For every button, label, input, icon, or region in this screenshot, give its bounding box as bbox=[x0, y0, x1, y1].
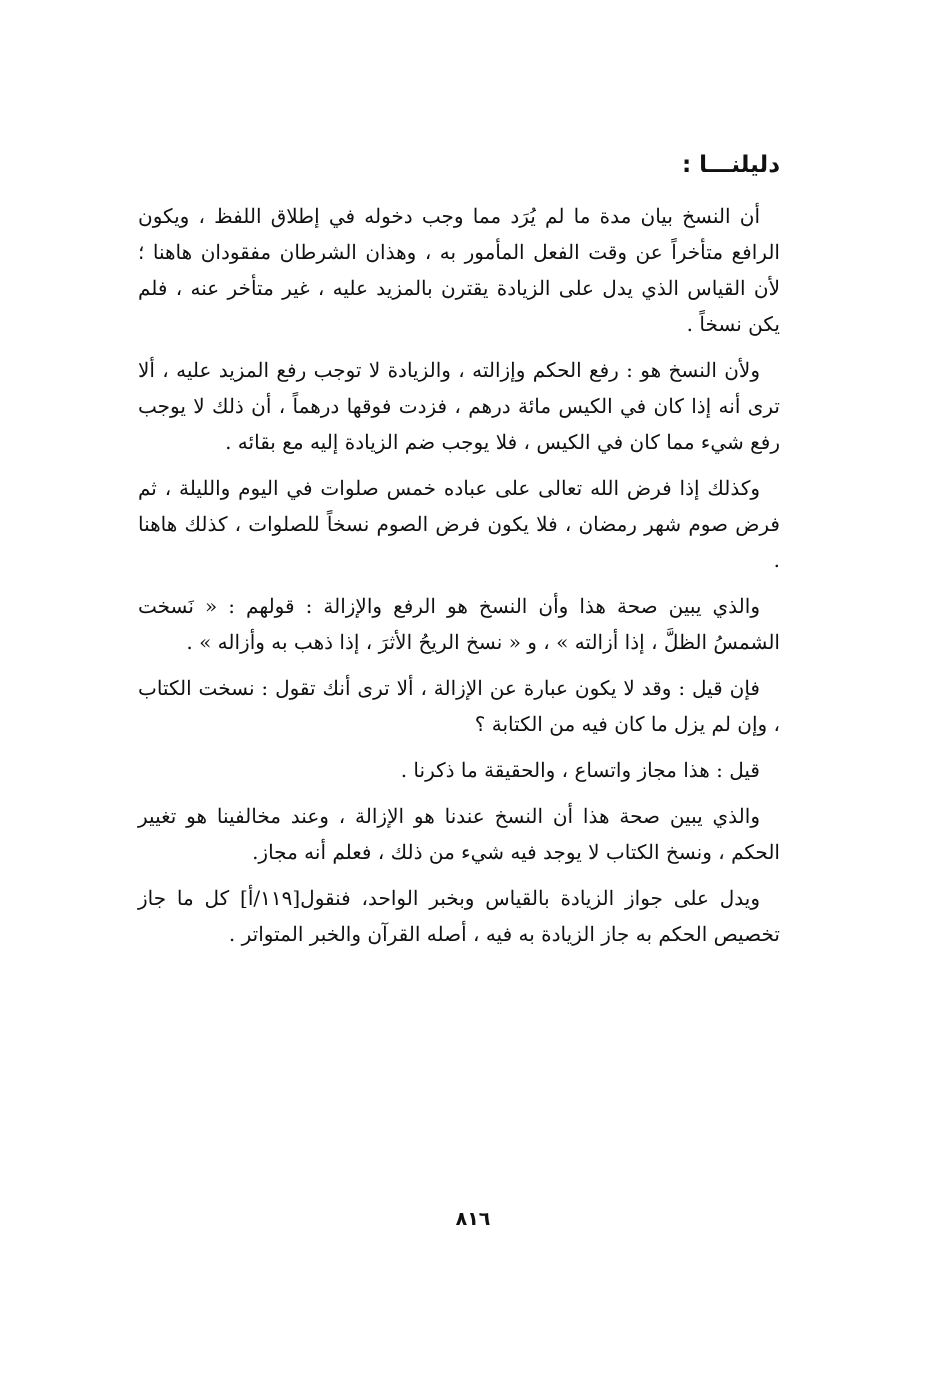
paragraph-5: فإن قيل : وقد لا يكون عبارة عن الإزالة ، ألا ترى أنك تقول : نسخت الكتاب ، وإن لم يزل ما كان فيه من الكتابة ؟ bbox=[138, 676, 780, 736]
paragraph-2: ولأن النسخ هو : رفع الحكم وإزالته ، والزيادة لا توجب رفع المزيد عليه ، ألا ترى أنه إذا كان في الكيس مائة درهم ، فزدت فوقها درهماً ، أن ذلك لا يوجب رفع شيء مما كان في الكيس ، فلا يوجب ضم الزيادة إليه مع بقائه . bbox=[138, 358, 780, 454]
paragraph-7: والذي يبين صحة هذا أن النسخ عندنا هو الإزالة ، وعند مخالفينا هو تغيير الحكم ، ونسخ الكتاب لا يوجد فيه شيء من ذلك ، فعلم أنه مجاز. bbox=[138, 804, 780, 864]
section-heading: دليلنـــا : bbox=[681, 152, 780, 178]
page-body bbox=[138, 148, 780, 962]
paragraph-8: ويدل على جواز الزيادة بالقياس وبخبر الواحد، فنقول[١١٩/أ] كل ما جاز تخصيص الحكم به جاز الزيادة به فيه ، أصله القرآن والخبر المتواتر . bbox=[138, 886, 780, 946]
paragraph-3: وكذلك إذا فرض الله تعالى على عباده خمس صلوات في اليوم والليلة ، ثم فرض صوم شهر رمضان ، فلا يكون فرض الصوم نسخاً للصلوات ، كذلك هاهنا . bbox=[138, 476, 780, 572]
paragraph-6: قيل : هذا مجاز واتساع ، والحقيقة ما ذكرنا . bbox=[400, 758, 760, 782]
paragraph-4: والذي يبين صحة هذا وأن النسخ هو الرفع والإزالة : قولهم : « نَسخت الشمسُ الظلَّ ، إذا أزالته » ، و « نسخ الريحُ الأثرَ ، إذا ذهب به وأزاله » . bbox=[138, 594, 780, 654]
page-number: ٨١٦ bbox=[455, 1208, 491, 1230]
paragraph-1: أن النسخ بيان مدة ما لم يُرَد مما وجب دخوله في إطلاق اللفظ ، ويكون الرافع متأخراً عن وقت الفعل المأمور به ، وهذان الشرطان مفقودان هاهنا ؛ لأن القياس الذي يدل على الزيادة يقترن بالمزيد عليه ، غير متأخر عنه ، فلم يكن نسخاً . bbox=[138, 204, 780, 336]
